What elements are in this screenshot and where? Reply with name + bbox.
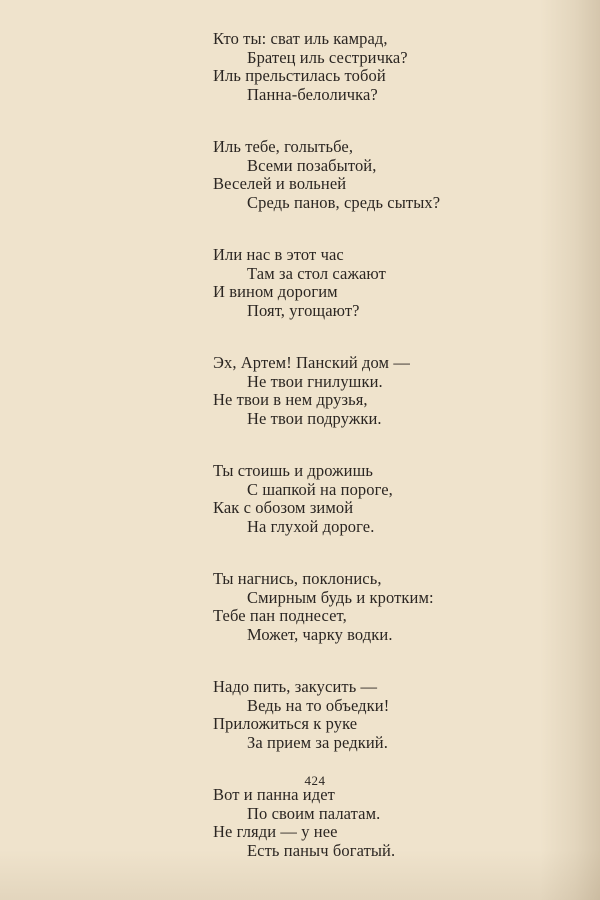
- poem-line: Есть паныч богатый.: [247, 840, 396, 860]
- poem-line: Иль тебе, голытьбе,: [213, 137, 354, 156]
- poem-line: Может, чарку водки.: [247, 624, 393, 644]
- poem-line: Или нас в этот час: [213, 245, 344, 264]
- stanza-2: [213, 138, 513, 212]
- stanza-8: [213, 786, 513, 860]
- poem: [213, 30, 513, 894]
- poem-line: Ты нагнись, поклонись,: [213, 569, 382, 588]
- poem-line: Ведь на то объедки!: [247, 695, 390, 715]
- poem-line: Поят, угощают?: [247, 300, 360, 320]
- poem-line: И вином дорогим: [213, 282, 338, 301]
- page-number: 424: [304, 773, 326, 788]
- poem-line: Там за стол сажают: [247, 263, 386, 283]
- poem-line: За прием за редкий.: [247, 732, 388, 752]
- stanza-1: [213, 30, 513, 104]
- stanza-5: [213, 462, 513, 536]
- poem-line: Как с обозом зимой: [213, 498, 354, 517]
- poem-line: Веселей и вольней: [213, 174, 347, 193]
- poem-line: Вот и панна идет: [213, 785, 335, 804]
- poem-line: По своим палатам.: [247, 803, 381, 823]
- poem-line: Не твои в нем друзья,: [213, 390, 368, 409]
- stanza-6: [213, 570, 513, 644]
- poem-line: Не гляди — у нее: [213, 822, 338, 841]
- stanza-3: [213, 246, 513, 320]
- page-number-row: [0, 773, 600, 789]
- poem-line: Ты стоишь и дрожишь: [213, 461, 374, 480]
- poem-line: Эх, Артем! Панский дом —: [213, 353, 410, 372]
- poem-line: Иль прельстилась тобой: [213, 66, 386, 85]
- poem-line: Не твои гнилушки.: [247, 371, 383, 391]
- poem-line: На глухой дороге.: [247, 516, 375, 536]
- poem-line: Кто ты: сват иль камрад,: [213, 29, 388, 48]
- poem-line: Тебе пан поднесет,: [213, 606, 347, 625]
- poem-line: С шапкой на пороге,: [247, 479, 393, 499]
- poem-line: Смирным будь и кротким:: [247, 587, 434, 607]
- poem-line: Приложиться к руке: [213, 714, 358, 733]
- poem-line: Надо пить, закусить —: [213, 677, 378, 696]
- poem-line: Всеми позабытой,: [247, 155, 377, 175]
- poem-line: Не твои подружки.: [247, 408, 382, 428]
- poem-line: Панна-белоличка?: [247, 84, 378, 104]
- stanza-7: [213, 678, 513, 752]
- stanza-4: [213, 354, 513, 428]
- poem-line: Братец иль сестричка?: [247, 47, 408, 67]
- poem-line: Средь панов, средь сытых?: [247, 192, 441, 212]
